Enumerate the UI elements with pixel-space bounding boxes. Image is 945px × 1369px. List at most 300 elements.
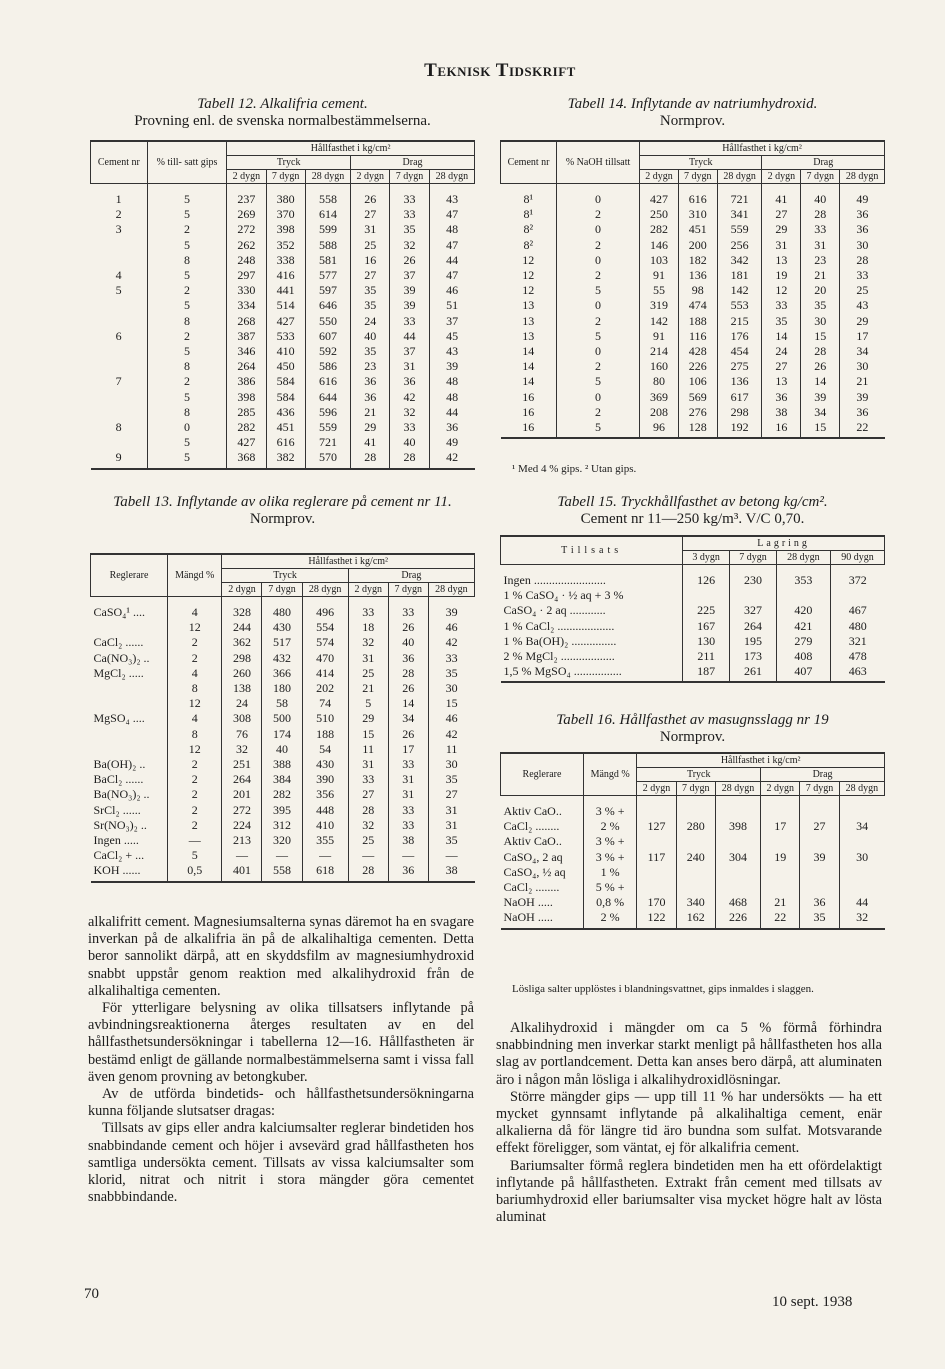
table-cell: 33 bbox=[840, 268, 885, 283]
table-cell: 8¹ bbox=[523, 207, 534, 222]
table-cell: 21 bbox=[761, 895, 800, 910]
col-d7: 7 dygn bbox=[676, 782, 715, 796]
table-cell: 410 bbox=[302, 818, 348, 833]
table-cell: 22 bbox=[840, 420, 885, 438]
table-cell: 240 bbox=[676, 850, 715, 865]
table-cell: 248 bbox=[227, 253, 266, 268]
table-cell: 20 bbox=[801, 283, 840, 298]
table-cell: 136 bbox=[678, 268, 717, 283]
table-cell: 328 bbox=[222, 597, 262, 621]
table-cell: 31 bbox=[348, 651, 388, 666]
table-cell: 496 bbox=[302, 597, 348, 621]
t15-caption bbox=[500, 494, 885, 528]
table-row bbox=[501, 834, 885, 849]
table-cell: 42 bbox=[428, 635, 474, 650]
table-cell: 414 bbox=[302, 666, 348, 681]
table-cell: 41 bbox=[762, 184, 801, 208]
table-cell: 261 bbox=[730, 664, 777, 682]
table-cell: 38 bbox=[428, 863, 474, 881]
table-cell: 517 bbox=[262, 635, 302, 650]
table-cell: 44 bbox=[429, 405, 474, 420]
table-cell: 5 bbox=[147, 435, 227, 450]
table-cell: 356 bbox=[302, 787, 348, 802]
table-row bbox=[91, 222, 475, 237]
table-row bbox=[501, 619, 885, 634]
col-strength: Hållfasthet i kg/cm² bbox=[637, 753, 885, 768]
table-cell: 372 bbox=[830, 565, 884, 589]
table-row bbox=[501, 420, 885, 438]
table-row bbox=[91, 620, 475, 635]
table-cell: 6 bbox=[115, 328, 122, 343]
col-28dygn: 28 dygn bbox=[776, 551, 830, 565]
col-naoh: % NaOH tillsatt bbox=[557, 141, 640, 184]
table-cell: 282 bbox=[640, 222, 679, 237]
table-cell: 117 bbox=[637, 850, 676, 865]
table-cell: 35 bbox=[428, 772, 474, 787]
table-row bbox=[501, 390, 885, 405]
table-cell: 201 bbox=[222, 787, 262, 802]
table-cell: 26 bbox=[388, 620, 428, 635]
table-cell: 33 bbox=[801, 222, 840, 237]
t12-caption bbox=[90, 96, 475, 130]
table-cell: 180 bbox=[262, 681, 302, 696]
table-cell: Aktiv CaO.. bbox=[503, 834, 562, 849]
table-row bbox=[91, 329, 475, 344]
table-cell: 559 bbox=[305, 420, 350, 435]
table-cell: 36 bbox=[840, 207, 885, 222]
table-cell: 5 bbox=[147, 268, 227, 283]
table-cell: 5 bbox=[147, 298, 227, 313]
table-cell: CaCl₂ ........ bbox=[503, 819, 560, 834]
table-cell: Aktiv CaO.. bbox=[503, 804, 562, 818]
table-cell: 37 bbox=[390, 268, 429, 283]
table-cell bbox=[800, 880, 839, 895]
table-cell: 14 bbox=[801, 374, 840, 389]
table-cell: 54 bbox=[302, 742, 348, 757]
table-cell: 470 bbox=[302, 651, 348, 666]
col-d28: 28 dygn bbox=[429, 170, 474, 184]
table-row bbox=[91, 314, 475, 329]
col-cement: Cement nr bbox=[501, 141, 557, 184]
table-cell: 31 bbox=[428, 818, 474, 833]
table-cell: 450 bbox=[266, 359, 305, 374]
table-cell: 19 bbox=[762, 268, 801, 283]
col-d7: 7 dygn bbox=[801, 170, 840, 184]
table-cell: 5 bbox=[147, 207, 227, 222]
table-row bbox=[91, 818, 475, 833]
table-cell: 2 bbox=[557, 268, 640, 283]
table-cell: 321 bbox=[830, 634, 884, 649]
table-cell: 2 bbox=[557, 238, 640, 253]
table-cell: 341 bbox=[717, 207, 762, 222]
table-cell: 2 bbox=[168, 635, 222, 650]
t14-caption-sub: Normprov. bbox=[659, 113, 726, 129]
table-cell: 5 bbox=[557, 329, 640, 344]
table-cell: 24 bbox=[351, 314, 390, 329]
col-drag: Drag bbox=[348, 569, 474, 583]
table-cell: 5 bbox=[557, 420, 640, 438]
table-cell: 398 bbox=[227, 390, 266, 405]
table-cell: 8 bbox=[168, 681, 222, 696]
table-cell: 5 bbox=[147, 238, 227, 253]
table-cell: 226 bbox=[678, 359, 717, 374]
right-column-text bbox=[496, 1020, 882, 1226]
table-cell: 28 bbox=[801, 207, 840, 222]
table-row bbox=[501, 314, 885, 329]
table-cell: 12 bbox=[168, 696, 222, 711]
table-cell: 23 bbox=[351, 359, 390, 374]
table-row bbox=[501, 880, 885, 895]
table-cell: 308 bbox=[222, 711, 262, 726]
table-cell: 480 bbox=[830, 619, 884, 634]
table-row bbox=[91, 268, 475, 283]
table-cell: 174 bbox=[262, 727, 302, 742]
table-cell: 330 bbox=[227, 283, 266, 298]
table-row bbox=[91, 833, 475, 848]
table-cell bbox=[715, 796, 760, 820]
table-cell: 34 bbox=[801, 405, 840, 420]
table-cell: 2 bbox=[147, 329, 227, 344]
table-cell: Ba(NO₃)₂ .. bbox=[93, 787, 150, 802]
table-cell: 574 bbox=[302, 635, 348, 650]
table-cell: 40 bbox=[388, 635, 428, 650]
table-row bbox=[501, 865, 885, 880]
table-cell: 2 % MgCl₂ .................. bbox=[503, 649, 615, 664]
table-cell: 618 bbox=[302, 863, 348, 881]
table-cell: Ingen ..... bbox=[93, 833, 139, 848]
table-cell: 162 bbox=[676, 910, 715, 928]
table-cell bbox=[91, 435, 148, 450]
table-cell: 12 bbox=[168, 620, 222, 635]
table-cell: 40 bbox=[390, 435, 429, 450]
table-cell: 58 bbox=[262, 696, 302, 711]
table-cell: 30 bbox=[840, 238, 885, 253]
table-cell: 33 bbox=[388, 803, 428, 818]
table-cell: 407 bbox=[776, 664, 830, 682]
table-cell: 48 bbox=[429, 390, 474, 405]
table-cell: 33 bbox=[390, 184, 429, 208]
table-cell: 4 bbox=[168, 597, 222, 621]
table-row bbox=[501, 344, 885, 359]
table-cell: 46 bbox=[428, 711, 474, 726]
table-cell: 76 bbox=[222, 727, 262, 742]
table-cell bbox=[91, 253, 148, 268]
table-cell: 226 bbox=[715, 910, 760, 928]
col-d2: 2 dygn bbox=[351, 170, 390, 184]
table-cell: 74 bbox=[302, 696, 348, 711]
col-d7: 7 dygn bbox=[800, 782, 839, 796]
table-cell: 5 bbox=[557, 283, 640, 298]
table-cell: 22 bbox=[761, 910, 800, 928]
col-d28: 28 dygn bbox=[305, 170, 350, 184]
table-cell: 721 bbox=[305, 435, 350, 450]
table-cell: 260 bbox=[222, 666, 262, 681]
col-mangd: Mängd % bbox=[168, 554, 222, 597]
table-cell: 558 bbox=[262, 863, 302, 881]
table-cell bbox=[91, 696, 168, 711]
table-cell: 37 bbox=[390, 344, 429, 359]
table-cell: 2 bbox=[168, 772, 222, 787]
table-cell: 39 bbox=[390, 283, 429, 298]
table-cell bbox=[761, 834, 800, 849]
table-16 bbox=[500, 752, 885, 930]
table-cell bbox=[761, 880, 800, 895]
table-row bbox=[501, 819, 885, 834]
table-row bbox=[501, 588, 885, 603]
table-cell bbox=[761, 796, 800, 820]
table-cell: 35 bbox=[428, 666, 474, 681]
table-cell: 28 bbox=[348, 803, 388, 818]
table-cell: 211 bbox=[683, 649, 730, 664]
table-cell: 130 bbox=[683, 634, 730, 649]
table-cell: 474 bbox=[678, 298, 717, 313]
table-cell bbox=[91, 314, 148, 329]
table-cell: 3 bbox=[115, 222, 122, 237]
table-cell: 36 bbox=[840, 222, 885, 237]
paragraph: Bariumsalter förmå reglera bindetiden men ha ett ofördelaktigt inflytande på hållfastheten. Extrakt från cement med tillsats av bariumhydroxid eller bariumsalter visa mycket högre halt av lösta aluminat bbox=[496, 1157, 882, 1226]
table-cell: 2 bbox=[557, 314, 640, 329]
col-d2: 2 dygn bbox=[762, 170, 801, 184]
table-row bbox=[91, 435, 475, 450]
table-cell: 0 bbox=[557, 222, 640, 237]
table-cell: 275 bbox=[717, 359, 762, 374]
table-cell: 2 bbox=[168, 757, 222, 772]
col-tryck: Tryck bbox=[637, 768, 761, 782]
table-cell: 427 bbox=[640, 184, 679, 208]
table-cell: 8 bbox=[147, 314, 227, 329]
table-cell: 33 bbox=[390, 314, 429, 329]
paragraph: Alkalihydroxid i mängder om ca 5 % förmå förhindra snabbindning men inverkar starkt menligt på hållfastheten hos alla slag av portlandcement. Detta kan anses bero därpå, att aluminaten äro i någon mån lösliga i alkalihydroxidlösningar. bbox=[496, 1020, 882, 1088]
table-cell: 559 bbox=[717, 222, 762, 237]
table-cell: 0 bbox=[557, 184, 640, 208]
table-cell: Sr(NO₃)₂ .. bbox=[93, 817, 147, 832]
table-cell: 616 bbox=[305, 374, 350, 389]
table-cell: 39 bbox=[800, 850, 839, 865]
table-cell: MgCl₂ ..... bbox=[93, 665, 144, 680]
table-cell: 430 bbox=[262, 620, 302, 635]
table-row bbox=[501, 253, 885, 268]
table-cell bbox=[800, 865, 839, 880]
table-cell: 146 bbox=[640, 238, 679, 253]
table-row bbox=[501, 283, 885, 298]
table-cell: KOH ...... bbox=[93, 863, 141, 878]
table-cell: 33 bbox=[390, 420, 429, 435]
table-cell: 340 bbox=[676, 895, 715, 910]
table-cell: 569 bbox=[678, 390, 717, 405]
table-cell: 597 bbox=[305, 283, 350, 298]
table-cell: 46 bbox=[428, 620, 474, 635]
table-cell: 310 bbox=[678, 207, 717, 222]
table-cell: 2 bbox=[557, 359, 640, 374]
table-row bbox=[91, 711, 475, 726]
table-cell: 30 bbox=[801, 314, 840, 329]
table-cell bbox=[776, 588, 830, 603]
table-cell: 16 bbox=[522, 404, 535, 419]
table-cell: 27 bbox=[351, 268, 390, 283]
table-cell: 36 bbox=[762, 390, 801, 405]
table-cell: 2 bbox=[557, 405, 640, 420]
table-cell: 353 bbox=[776, 565, 830, 589]
t16-caption-title: Tabell 16. Hållfasthet av masugnsslagg nr 19 bbox=[556, 712, 829, 728]
table-row bbox=[91, 253, 475, 268]
table-cell: 44 bbox=[429, 253, 474, 268]
table-cell bbox=[676, 880, 715, 895]
table-cell: 48 bbox=[429, 222, 474, 237]
table-cell: 398 bbox=[715, 819, 760, 834]
table-row bbox=[501, 359, 885, 374]
table-cell: 19 bbox=[761, 850, 800, 865]
table-cell: 5 bbox=[348, 696, 388, 711]
table-cell: 43 bbox=[429, 344, 474, 359]
table-cell bbox=[91, 620, 168, 635]
table-cell: 29 bbox=[762, 222, 801, 237]
table-cell: 24 bbox=[222, 696, 262, 711]
table-row bbox=[501, 796, 885, 820]
table-cell: 31 bbox=[348, 757, 388, 772]
table-cell: 570 bbox=[305, 450, 350, 468]
table-cell: 28 bbox=[351, 450, 390, 468]
col-tillsats: Tillsats bbox=[501, 536, 683, 565]
table-cell: — bbox=[222, 848, 262, 863]
col-d7: 7 dygn bbox=[388, 583, 428, 597]
table-cell: 55 bbox=[640, 283, 679, 298]
table-cell: 21 bbox=[840, 374, 885, 389]
table-cell: 454 bbox=[717, 344, 762, 359]
col-mangd: Mängd % bbox=[583, 753, 636, 796]
table-cell: 480 bbox=[262, 597, 302, 621]
table-cell: 230 bbox=[730, 565, 777, 589]
table-cell: 1 % bbox=[583, 865, 636, 880]
table-cell: 35 bbox=[800, 910, 839, 928]
table-cell: 40 bbox=[801, 184, 840, 208]
table-cell: 8¹ bbox=[523, 192, 534, 206]
table-cell: 33 bbox=[390, 207, 429, 222]
table-cell: 48 bbox=[429, 374, 474, 389]
table-cell: 401 bbox=[222, 863, 262, 881]
table-cell: 251 bbox=[222, 757, 262, 772]
table-cell: 276 bbox=[678, 405, 717, 420]
table-cell: 47 bbox=[429, 238, 474, 253]
table-cell: 28 bbox=[801, 344, 840, 359]
table-cell: 428 bbox=[678, 344, 717, 359]
table-cell: 327 bbox=[730, 603, 777, 618]
col-pct-gips: % till- satt gips bbox=[147, 141, 227, 184]
table-row bbox=[501, 374, 885, 389]
table-cell: 264 bbox=[222, 772, 262, 787]
paragraph: alkalifritt cement. Magnesiumsalterna synas däremot ha en svagare inverkan på de alkalifria än på de alkalihaltiga cementen. Detta beror sannolikt därpå, att en skyddsfilm av magnesiumhydroxid snabbt uppstår genom reaktion med alkalihydroxid från de alkalihaltiga cementen. bbox=[88, 914, 474, 999]
table-cell: 268 bbox=[227, 314, 266, 329]
table-cell: 510 bbox=[302, 711, 348, 726]
table-cell: 5 % + bbox=[583, 880, 636, 895]
table-cell: 298 bbox=[717, 405, 762, 420]
table-cell: 116 bbox=[678, 329, 717, 344]
table-cell: 170 bbox=[637, 895, 676, 910]
table-cell: 39 bbox=[390, 298, 429, 313]
table-cell: 33 bbox=[388, 757, 428, 772]
table-cell: 31 bbox=[801, 238, 840, 253]
table-cell: 80 bbox=[640, 374, 679, 389]
table-cell bbox=[839, 796, 884, 820]
table-cell: 12 bbox=[522, 268, 535, 283]
col-drag: Drag bbox=[762, 156, 885, 170]
table-cell: 27 bbox=[762, 207, 801, 222]
table-cell: 41 bbox=[351, 435, 390, 450]
table-row bbox=[91, 405, 475, 420]
table-cell: 0 bbox=[557, 344, 640, 359]
table-cell: 44 bbox=[390, 329, 429, 344]
table-cell: 8² bbox=[523, 222, 534, 237]
table-cell: 282 bbox=[227, 420, 266, 435]
table-cell: 15 bbox=[801, 420, 840, 438]
table-row bbox=[91, 772, 475, 787]
table-15 bbox=[500, 535, 885, 683]
col-3dygn: 3 dygn bbox=[683, 551, 730, 565]
table-cell: 32 bbox=[348, 818, 388, 833]
table-cell: 91 bbox=[640, 268, 679, 283]
table-14 bbox=[500, 140, 885, 439]
table-cell: 33 bbox=[388, 818, 428, 833]
table-cell: 500 bbox=[262, 711, 302, 726]
table-cell: 272 bbox=[222, 803, 262, 818]
table-cell: 3 % + bbox=[583, 834, 636, 849]
table-cell: 27 bbox=[428, 787, 474, 802]
table-cell: — bbox=[168, 833, 222, 848]
col-90dygn: 90 dygn bbox=[830, 551, 884, 565]
table-cell: 47 bbox=[429, 207, 474, 222]
table-cell: 30 bbox=[840, 359, 885, 374]
col-d28: 28 dygn bbox=[840, 170, 885, 184]
table-cell: 29 bbox=[351, 420, 390, 435]
table-cell: 599 bbox=[305, 222, 350, 237]
table-cell bbox=[830, 588, 884, 603]
table-cell: 14 bbox=[762, 329, 801, 344]
table-cell: 91 bbox=[640, 329, 679, 344]
table-cell: 256 bbox=[717, 238, 762, 253]
table-cell: 554 bbox=[302, 620, 348, 635]
table-cell bbox=[715, 865, 760, 880]
table-row bbox=[91, 757, 475, 772]
table-cell: 34 bbox=[840, 344, 885, 359]
table-cell: Ingen ........................ bbox=[503, 573, 606, 587]
table-cell: 448 bbox=[302, 803, 348, 818]
table-cell: 2 bbox=[147, 374, 227, 389]
table-row bbox=[501, 850, 885, 865]
table-cell: 35 bbox=[801, 298, 840, 313]
table-cell: 181 bbox=[717, 268, 762, 283]
table-cell: 264 bbox=[227, 359, 266, 374]
table-cell: 5 bbox=[147, 184, 227, 208]
table-cell: 200 bbox=[678, 238, 717, 253]
table-cell: 96 bbox=[640, 420, 679, 438]
table-cell: 9 bbox=[115, 450, 122, 465]
table-cell: 29 bbox=[348, 711, 388, 726]
table-row bbox=[501, 238, 885, 253]
table-cell: 2 % bbox=[583, 910, 636, 928]
table-cell: 4 bbox=[168, 711, 222, 726]
table-cell: 39 bbox=[801, 390, 840, 405]
table-cell: 225 bbox=[683, 603, 730, 618]
table-cell: 187 bbox=[683, 664, 730, 682]
t14-footnote: ¹ Med 4 % gips. ² Utan gips. bbox=[512, 463, 637, 475]
table-cell: 32 bbox=[390, 405, 429, 420]
table-cell: 26 bbox=[351, 184, 390, 208]
table-cell: 25 bbox=[351, 238, 390, 253]
table-cell: 280 bbox=[676, 819, 715, 834]
table-cell: 607 bbox=[305, 329, 350, 344]
table-cell: 4 bbox=[115, 268, 122, 283]
table-cell: 244 bbox=[222, 620, 262, 635]
table-cell: 27 bbox=[348, 787, 388, 802]
